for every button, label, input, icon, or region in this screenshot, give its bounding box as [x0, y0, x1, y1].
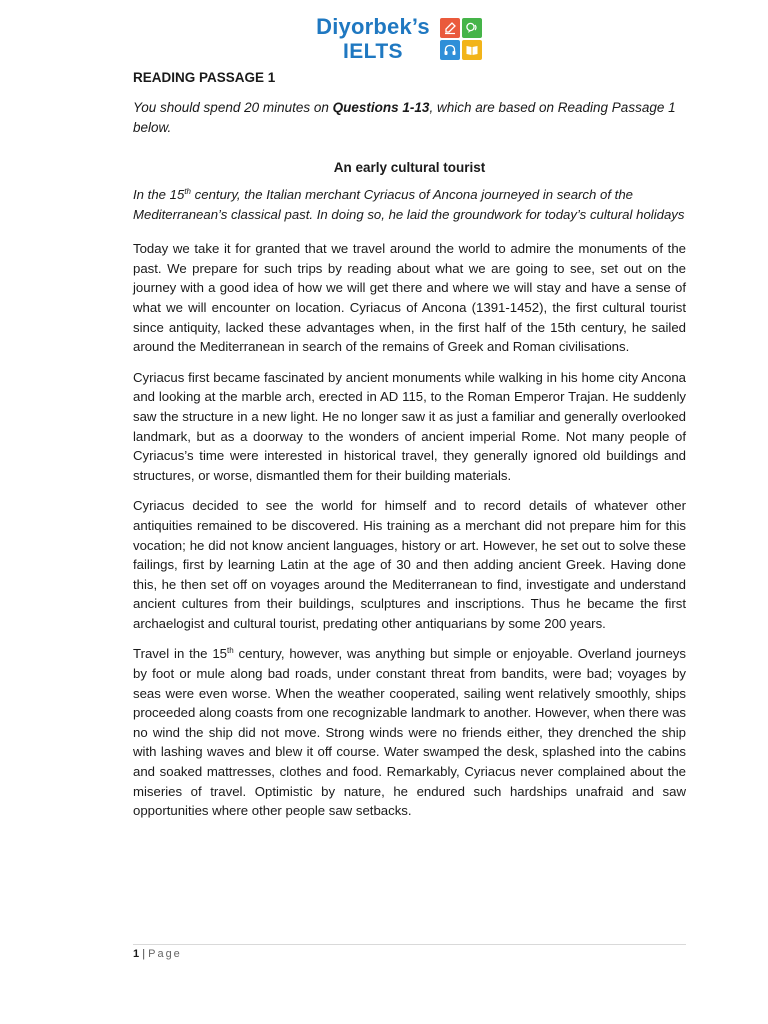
paragraph-3: Cyriacus decided to see the world for himself and to record details of whatever other antiquities remained to be discovered. His training as a merchant did not prepare him for this vocation; he did not know ancient languages, history or art. However, he set out to solve these failings, first by learning Latin at the age of 30 and then adding ancient Greek. Having done this, he then set off on voyages around the Mediterranean to find, investigate and understand ancient cultures from their buildings, sculptures and inscriptions. Thus he became the first archaelogist and cultural tourist, predating other antiquarians by some 200 years.: [133, 498, 686, 631]
logo-tiles: [440, 18, 484, 62]
passage-content: [133, 68, 686, 832]
paragraph-4: [133, 644, 686, 820]
footer-divider: [133, 944, 686, 945]
instructions-questions: Questions 1-13: [332, 99, 430, 115]
paragraph-2: Cyriacus first became fascinated by ancient monuments while walking in his home city Ancona and looking at the marble arch, erected in AD 115, to the Roman Emperor Trajan. He suddenly saw the structure in a new light. He no longer saw it as just a familiar and generally overlooked landmark, but as a doorway to the wonders of ancient imperial Rome. Not many people of Cyriacus’s time were interested in historical travel, they generally ignored old buildings and structures, or worse, dismantled them for their building materials.: [133, 369, 686, 483]
logo-text: [310, 14, 436, 62]
speaking-icon: [462, 18, 482, 38]
brand-logo: [310, 14, 490, 70]
writing-icon: [440, 18, 460, 38]
subtitle-sup: th: [184, 187, 191, 197]
instructions-text-2: , which are based on Reading Passage 1 below.: [133, 99, 676, 135]
subtitle-pre: In the 15: [133, 187, 185, 203]
reading-icon: [462, 40, 482, 60]
instructions: [133, 98, 686, 138]
paragraph-4-sup: th: [227, 646, 234, 656]
paragraph-1: Today we take it for granted that we travel around the world to admire the monuments of the past. We prepare for such trips by reading about what we are going to see, set out on the journey with a good idea of how we will get there and where we will stay and have a sense of what we will encounter on location. Cyriacus of Ancona (1391-1452), the first cultural tourist since antiquity, lacked these advantages when, in the first half of the 15th century, he sailed around the Mediterranean in search of the remains of Greek and Roman civilisations.: [133, 241, 686, 355]
logo-name: Diyorbek’s: [316, 14, 430, 39]
logo-subtitle: IELTS: [343, 40, 403, 63]
subtitle-post: century, the Italian merchant Cyriacus of Ancona journeyed in search of the Mediterranean’s classical past. In doing so, he laid the groundwork for today’s cultural holidays: [133, 187, 685, 223]
instructions-text-1: You should spend 20 minutes on: [133, 99, 333, 115]
paragraph-4-pre: Travel in the 15: [133, 646, 228, 662]
page-footer: [133, 948, 182, 960]
paragraph-4-post: century, however, was anything but simple or enjoyable. Overland journeys by foot or mule along bad roads, under constant threat from bandits, were bad; voyages by seas were even worse. When the weather cooperated, sailing went relatively smoothly, ships proceeded along coasts from one recognizable landmark to another. However, when there was no wind the ship did not move. Strong winds were no friends either, they drenched the ship with lashing waves and blew it off course. Water swamped the desk, splashed into the cabins and soaked mattresses, clothes and food. Remarkably, Cyriacus never complained about the miseries of travel. Optimistic by nature, he endured such hardships unafraid and saw opportunities where other people saw setbacks.: [133, 646, 686, 819]
passage-subtitle: [133, 185, 686, 225]
page-number: 1: [133, 948, 140, 960]
passage-label: READING PASSAGE 1: [133, 70, 276, 85]
passage-title: An early cultural tourist: [333, 159, 486, 175]
footer-page-word: Page: [148, 948, 182, 960]
footer-separator: |: [142, 948, 146, 960]
listening-icon: [440, 40, 460, 60]
